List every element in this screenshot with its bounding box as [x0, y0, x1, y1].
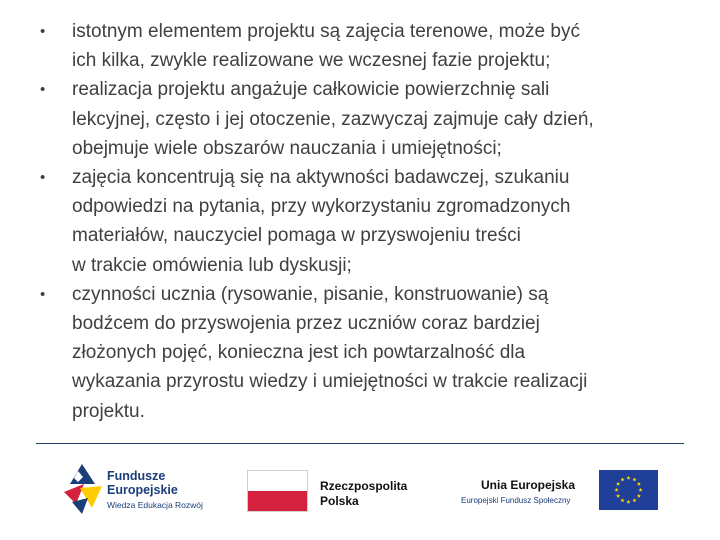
- bullet-line: realizacja projektu angażuje całkowicie powierzchnię sali: [72, 79, 550, 101]
- poland-flag-icon: [247, 470, 308, 512]
- bullet-line: bodźcem do przyswojenia przez uczniów coraz bardziej: [72, 313, 540, 335]
- bullet-line: złożonych pojęć, konieczna jest ich powtarzalność dla: [72, 342, 526, 364]
- bullet-line: w trakcie omówienia lub dyskusji;: [72, 254, 352, 276]
- bullet-line: istotnym elementem projektu są zajęcia terenowe, może być: [72, 21, 580, 42]
- eu-logo: [459, 470, 659, 514]
- divider: [36, 443, 684, 444]
- bullet-item: [36, 163, 696, 280]
- bullet-item: [36, 75, 696, 163]
- bullet-dot: •: [40, 81, 46, 99]
- bullet-line: obejmuje wiele obszarów nauczania i umiejętności;: [72, 137, 502, 159]
- poland-logo: [247, 470, 427, 514]
- funds-logo-line3: Wiedza Edukacja Rozwój: [107, 500, 203, 510]
- bullet-line: czynności ucznia (rysowanie, pisanie, konstruowanie) są: [72, 283, 549, 305]
- eu-flag-icon: [599, 470, 658, 510]
- bullet-dot: •: [40, 285, 46, 303]
- bullet-line: wykazania przyrostu wiedzy i umiejętności w trakcie realizacji: [72, 371, 588, 393]
- bullet-list: [36, 17, 696, 426]
- bullet-dot: •: [40, 23, 46, 40]
- funds-logo-line2: Europejskie: [107, 483, 178, 497]
- funds-logo-line1: Fundusze: [107, 469, 166, 483]
- poland-logo-line1: Rzeczpospolita: [320, 479, 408, 493]
- bullet-line: ich kilka, zwykle realizowane we wczesnej fazie projektu;: [72, 50, 551, 72]
- footer-logos: [0, 452, 720, 532]
- bullet-dot: •: [40, 169, 46, 187]
- bullet-line: materiałów, nauczyciel pomaga w przyswojeniu treści: [72, 225, 521, 247]
- bullet-line: odpowiedzi na pytania, przy wykorzystaniu zgromadzonych: [72, 196, 571, 218]
- bullet-line: zajęcia koncentrują się na aktywności badawczej, szukaniu: [72, 167, 570, 189]
- eu-logo-line2: Europejski Fundusz Społeczny: [461, 496, 571, 505]
- bullet-item: [36, 280, 696, 426]
- funds-europe-star-icon: [62, 462, 104, 514]
- bullet-line: lekcyjnej, często i jej otoczenie, zazwyczaj zajmuje cały dzień,: [72, 108, 594, 130]
- funds-europe-logo: [62, 460, 222, 516]
- eu-logo-line1: Unia Europejska: [481, 478, 576, 492]
- bullet-line: projektu.: [72, 400, 145, 422]
- bullet-item: [36, 17, 696, 75]
- poland-logo-line2: Polska: [320, 494, 359, 508]
